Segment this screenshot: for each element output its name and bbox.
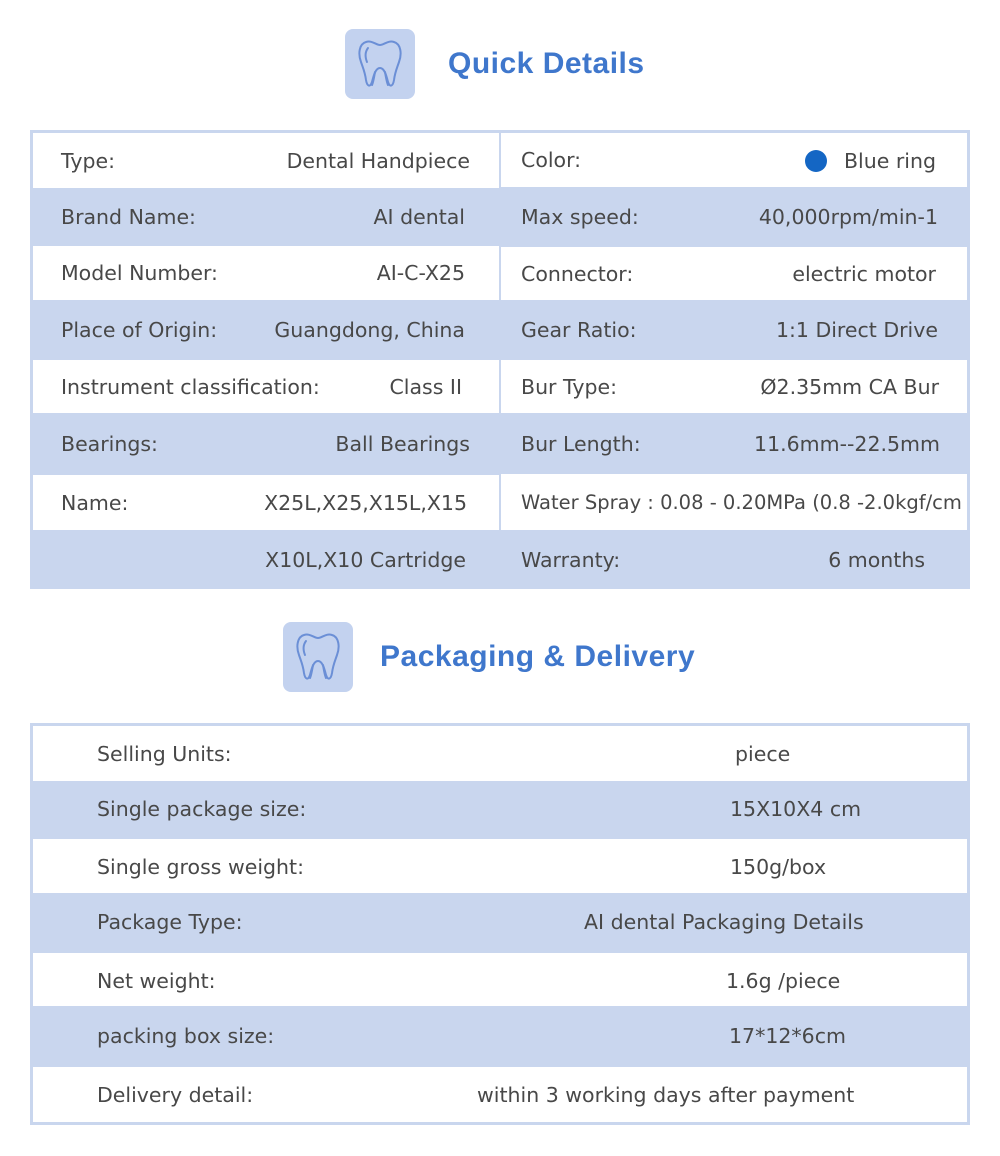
row-label: Selling Units:	[97, 742, 232, 766]
right-column	[501, 130, 970, 589]
row-value: 40,000rpm/min-1	[758, 205, 938, 229]
row-value: Ø2.35mm CA Bur	[760, 374, 939, 399]
row-value: 1.6g /piece	[726, 969, 841, 993]
row-label: Brand Name:	[61, 205, 196, 229]
table-row	[501, 413, 970, 474]
row-value: X10L,X10 Cartridge	[265, 547, 466, 572]
row-label: Single package size:	[97, 797, 307, 821]
row-value: Class II	[389, 374, 462, 399]
row-label: Place of Origin:	[61, 318, 218, 342]
table-row	[33, 781, 967, 839]
row-value: AI-C-X25	[376, 261, 465, 285]
tooth-icon	[283, 622, 353, 692]
row-label: Connector:	[521, 261, 634, 286]
row-value: 11.6mm--22.5mm	[754, 431, 940, 456]
row-label: Type:	[61, 148, 115, 173]
row-value: X25L,X25,X15L,X15	[264, 490, 467, 515]
table-row	[501, 530, 970, 589]
table-row	[33, 300, 499, 360]
color-value: Blue ring	[843, 148, 936, 173]
table-row	[33, 360, 499, 413]
row-value: 17*12*6cm	[729, 1024, 846, 1048]
row-label: Bur Type:	[521, 374, 617, 399]
row-label: Delivery detail:	[97, 1083, 254, 1107]
row-value: Guangdong, China	[274, 318, 465, 342]
row-label: Max speed:	[521, 205, 639, 229]
row-label: Water Spray :	[521, 490, 654, 514]
row-value: piece	[735, 742, 791, 766]
quick-details-table	[30, 130, 970, 589]
row-label: Net weight:	[97, 969, 216, 993]
left-column	[30, 130, 499, 589]
row-value: within 3 working days after payment	[477, 1083, 855, 1107]
row-value: 150g/box	[730, 855, 827, 879]
row-label: Model Number:	[61, 261, 218, 285]
row-value: AI dental	[373, 205, 465, 229]
row-label: Color:	[521, 148, 582, 172]
row-value: AI dental Packaging Details	[584, 910, 864, 934]
table-row	[33, 726, 967, 781]
row-label: Gear Ratio:	[521, 318, 637, 342]
table-row	[501, 360, 967, 413]
table-row	[33, 953, 967, 1006]
table-row	[33, 893, 967, 953]
row-label: Bearings:	[61, 432, 158, 456]
row-value: electric motor	[792, 261, 936, 286]
table-row	[501, 187, 970, 247]
row-value: 15X10X4 cm	[730, 797, 862, 821]
table-row	[501, 133, 967, 187]
quick-details-title: Quick Details	[448, 47, 645, 80]
row-value: Ball Bearings	[335, 432, 470, 456]
row-value	[805, 148, 936, 173]
table-row	[33, 246, 499, 300]
table-row	[501, 474, 967, 530]
table-row	[33, 1006, 967, 1067]
row-label: Instrument classification:	[61, 374, 320, 399]
table-row	[33, 188, 499, 246]
row-value: Dental Handpiece	[286, 148, 470, 173]
row-value: 6 months	[828, 547, 925, 572]
table-row	[33, 1067, 967, 1122]
row-label: Package Type:	[97, 910, 243, 934]
row-label: Single gross weight:	[97, 855, 304, 879]
row-label: Name:	[61, 490, 129, 515]
blue-ring-swatch-icon	[805, 150, 827, 172]
tooth-icon	[345, 29, 415, 99]
packaging-header	[283, 622, 695, 692]
table-row	[33, 530, 499, 589]
row-label: Warranty:	[521, 547, 621, 572]
row-value: 1:1 Direct Drive	[775, 318, 938, 342]
table-row	[501, 247, 967, 300]
row-label: packing box size:	[97, 1024, 275, 1048]
water-spray-row-text	[521, 491, 962, 514]
row-label: Bur Length:	[521, 431, 641, 456]
table-row	[33, 839, 967, 893]
table-row	[33, 475, 499, 530]
row-value: 0.08 - 0.20MPa (0.8 -2.0kgf/cm	[660, 490, 962, 514]
quick-details-header	[345, 29, 645, 99]
table-row	[501, 300, 970, 360]
table-row	[33, 413, 499, 475]
packaging-table	[30, 723, 970, 1125]
table-row	[33, 133, 499, 188]
packaging-title: Packaging & Delivery	[380, 640, 696, 673]
